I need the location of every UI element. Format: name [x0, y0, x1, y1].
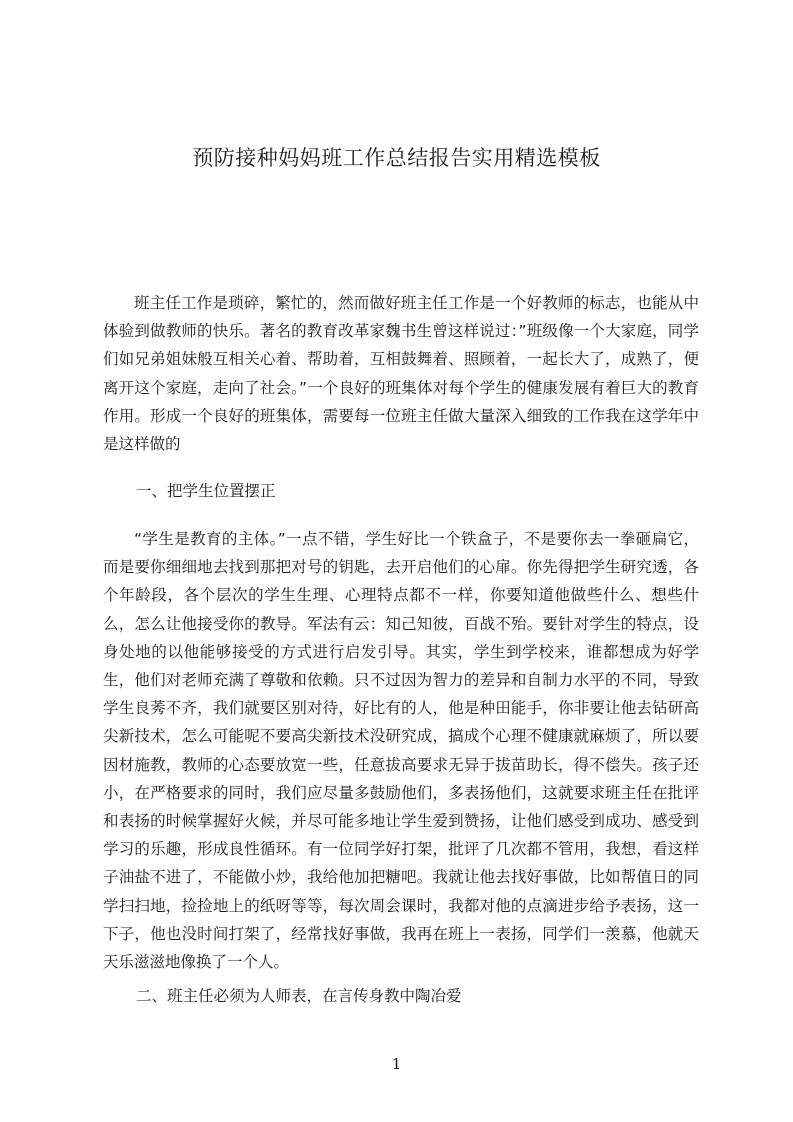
section-heading: 一、把学生位置摆正 [136, 482, 276, 500]
section-heading: 二、班主任必须为人师表，在言传身教中陶冶爱 [136, 987, 462, 1005]
page-number: 1 [391, 1055, 402, 1073]
document-title: 预防接种妈妈班工作总结报告实用精选模板 [192, 146, 601, 170]
body-paragraph: “学生是教育的主体。”一点不错，学生好比一个铁盒子，不是要你去一拳砸扁它，而是要你细细地去找到那把对号的钥匙，去开启他们的心扉。你先得把学生研究透，各个年龄段，各个层次的学生生理、心理特点都不一样，你要知道他做些什么、想些什么，怎么让他接受你的教导。军法有云：知己知彼，百战不殆。要针对学生的特点，设身处地的以他能够接受的方式进行启发引导。其实，学生到学校来，谁都想成为好学生，他们对老师充满了尊敬和依赖。只不过因为智力的差异和自制力水平的不同，导致学生良莠不齐，我们就要区别对待，好比有的人，他是种田能手，你非要让他去钻研高尖新技术，怎么可能呢不要高尖新技术没研究成，搞成个心理不健康就麻烦了，所以要因材施教，教师的心态要放宽一些，任意拔高要求无异于拔苗助长，得不偿失。孩子还小，在严格要求的同时，我们应尽量多鼓励他们，多表扬他们，这就要求班主任在批评和表扬的时候掌握好火候，并尽可能多地让学生爱到赞扬，让他们感受到成功、感受到学习的乐趣，形成良性循环。有一位同学好打架，批评了几次都不管用，我想，看这样子油盐不进了，不能做小炒，我给他加把糖吧。我就让他去找好事做，比如帮值日的同学扫扫地，捡捡地上的纸呀等等，每次周会课时，我都对他的点滴进步给予表扬，这一下子，他也没时间打架了，经常找好事做，我再在班上一表扬，同学们一羡慕，他就天天乐滋滋地像换了一个人。 [103, 530, 699, 972]
body-paragraph: 班主任工作是琐碎，繁忙的，然而做好班主任工作是一个好教师的标志，也能从中体验到做教师的快乐。著名的教育改革家魏书生曾这样说过：”班级像一个大家庭，同学们如兄弟姐妹般互相关心着、帮助着，互相鼓舞着、照顾着，一起长大了，成熟了，便离开这个家庭，走向了社会。”一个良好的班集体对每个学生的健康发展有着巨大的教育作用。形成一个良好的班集体，需要每一位班主任做大量深入细致的工作我在这学年中是这样做的 [103, 294, 699, 454]
